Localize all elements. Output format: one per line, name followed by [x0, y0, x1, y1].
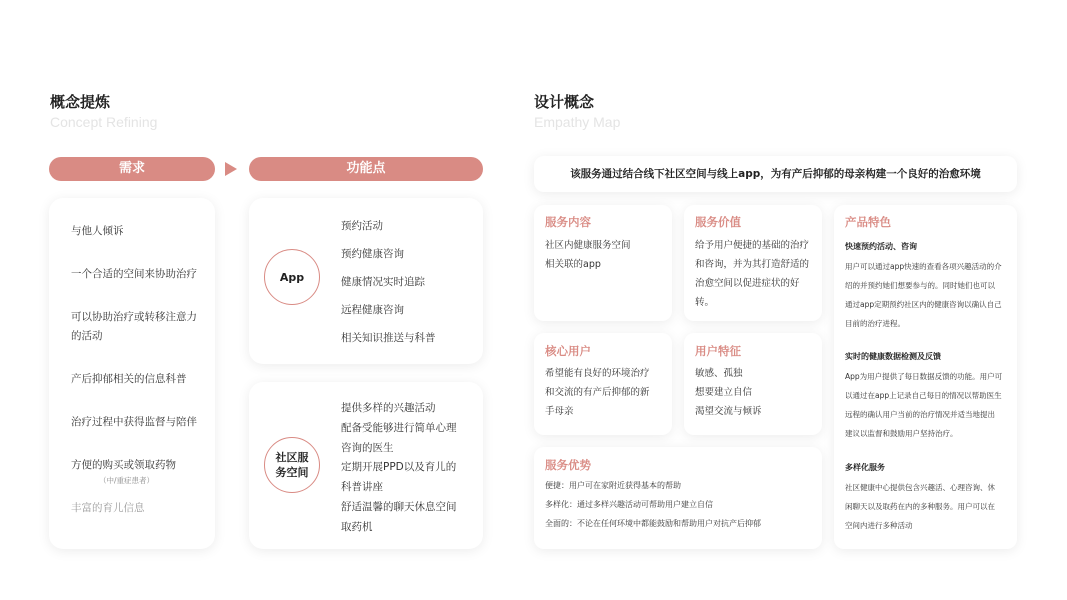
app-feature: 健康情况实时追踪 [341, 276, 425, 288]
service-content-card [534, 205, 672, 321]
community-feature: 咨询的医生 [341, 441, 394, 454]
need-item: 可以协助治疗或转移注意力 的活动 [71, 311, 197, 342]
community-circle: 社区服 务空间 [264, 437, 320, 493]
core-users-card [534, 333, 672, 435]
community-feature: 科普讲座 [341, 481, 383, 494]
need-item: 方便的购买或领取药物 （中/重症患者） [71, 456, 201, 487]
community-feature: 配备受能够进行简单心理 [341, 421, 457, 434]
service-value-text: 给予用户便捷的基础的治疗 和咨询，并为其打造舒适的 治愈空间以促进症状的好 转。 [695, 240, 810, 308]
product-feature-block [845, 461, 995, 535]
community-feature: 舒适温馨的聊天休息空间 [341, 500, 457, 513]
design-subtitle: Empathy Map [534, 114, 621, 130]
need-item: 产后抑郁相关的信息科普 [71, 373, 187, 385]
need-item: 与他人倾诉 [71, 225, 124, 237]
app-card [249, 198, 483, 364]
core-users-text: 希望能有良好的环境治疗 和交流的有产后抑郁的新 手母亲 [545, 368, 650, 417]
service-advantages-title: 服务优势 [545, 458, 591, 472]
product-feature-name: 多样化服务 [845, 463, 885, 472]
product-feature-block [845, 350, 1002, 443]
product-feature-block [845, 240, 1002, 333]
community-feature: 定期开展PPD以及育儿的 [341, 461, 457, 474]
product-features-title: 产品特色 [845, 215, 891, 229]
need-item: 一个合适的空间来协助治疗 [71, 268, 197, 280]
arrow-right-icon [225, 162, 237, 176]
product-feature-name: 实时的健康数据检测及反馈 [845, 352, 941, 361]
service-value-title: 服务价值 [695, 215, 741, 229]
product-feature-desc: 用户可以通过app快速的查看各项兴趣活动的介 绍的并预约她们想要参与的。同时她们也可以 通过app定期预约社区内的健康咨询以确认自己 目前的治疗进程。 [845, 262, 1002, 328]
user-traits-title: 用户特征 [695, 344, 741, 358]
needs-card [49, 198, 215, 549]
needs-pill: 需求 [49, 157, 215, 181]
service-advantages-text: 便捷：用户可在家附近获得基本的帮助 多样化：通过多样兴趣活动可帮助用户建立自信 全面的：不论在任何环境中都能鼓励和帮助用户对抗产后抑郁 [545, 481, 761, 528]
service-advantages-card [534, 447, 822, 549]
need-note: （中/重症患者） [99, 476, 155, 485]
user-traits-card [684, 333, 822, 435]
service-content-text: 社区内健康服务空间 相关联的app [545, 240, 631, 270]
app-feature-list [341, 212, 436, 352]
app-feature: 预约活动 [341, 220, 383, 232]
features-pill: 功能点 [249, 157, 483, 181]
product-features-card [834, 205, 1017, 549]
core-users-title: 核心用户 [545, 344, 591, 358]
product-feature-desc: App为用户提供了每日数据反馈的功能。用户可 以通过在app上记录自己每日的情况以帮助医生 远程的确认用户当前的治疗情况并适当地提出 建议以监督和鼓励用户坚持治疗。 [845, 372, 1003, 438]
need-item: 丰富的育儿信息 [71, 502, 145, 514]
concept-subtitle: Concept Refining [50, 114, 158, 130]
app-feature: 预约健康咨询 [341, 248, 404, 260]
concept-banner: 该服务通过结合线下社区空间与线上app，为有产后抑郁的母亲构建一个良好的治愈环境 [534, 156, 1017, 192]
community-feature: 提供多样的兴趣活动 [341, 402, 436, 414]
community-feature: 取药机 [341, 520, 373, 533]
app-feature: 远程健康咨询 [341, 304, 404, 316]
product-feature-name: 快速预约活动、咨询 [845, 242, 917, 251]
design-title: 设计概念 [534, 93, 595, 111]
app-feature: 相关知识推送与科普 [341, 332, 436, 344]
concept-title: 概念提炼 [50, 93, 111, 111]
community-feature-list [341, 399, 457, 538]
need-item: 治疗过程中获得监督与陪伴 [71, 416, 197, 428]
user-traits-text: 敏感、孤独 想要建立自信 渴望交流与倾诉 [695, 368, 762, 417]
community-card [249, 382, 483, 549]
product-feature-desc: 社区健康中心提供包含兴趣活、心理咨询、休 闲聊天以及取药在内的多种服务。用户可以在 空间内进行多种活动 [845, 483, 995, 530]
app-circle: App [264, 249, 320, 305]
service-content-title: 服务内容 [545, 215, 591, 229]
service-value-card [684, 205, 822, 321]
